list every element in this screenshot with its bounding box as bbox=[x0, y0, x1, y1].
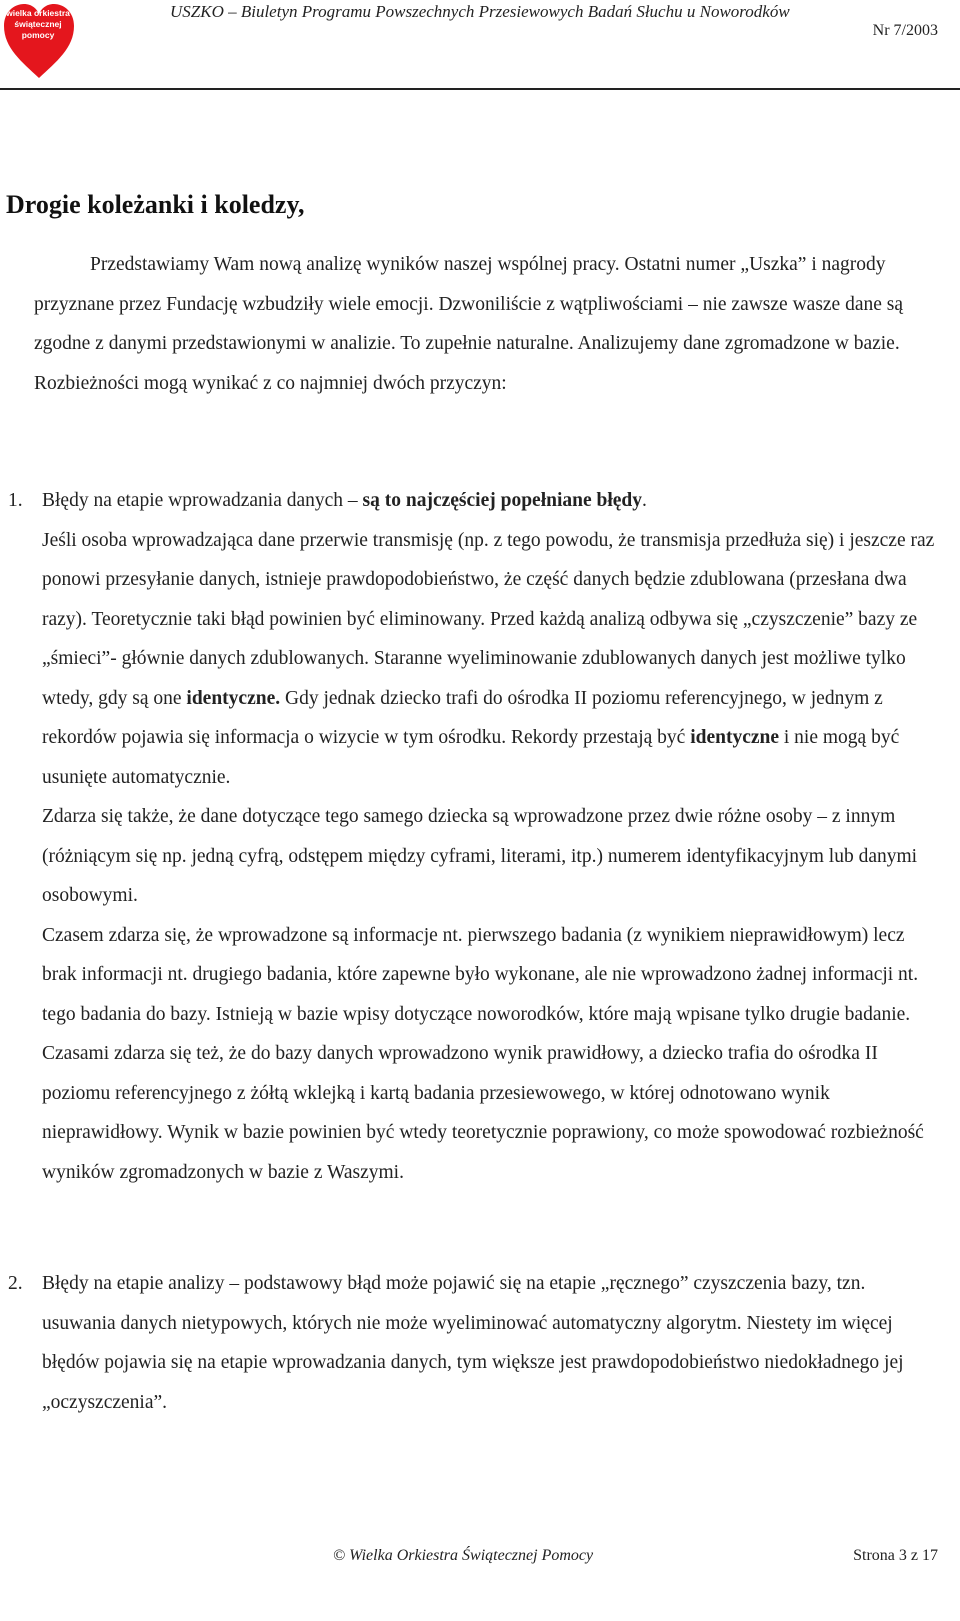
item1-paragraph-3: Czasem zdarza się, że wprowadzone są informacje nt. pierwszego badania (z wynikiem nieprawidłowym) lecz brak informacji nt. drugiego badania, które zapewne było wykonane, ale nie wprowadzono żadnej informacji nt. tego badania do bazy. Istnieją w bazie wpisy dotyczące noworodków, które mają wpisane tylko drugie badanie. bbox=[42, 924, 919, 1025]
item1-paragraph-4: Czasami zdarza się też, że do bazy danych wprowadzono wynik prawidłowy, a dziecko trafia do ośrodka II poziomu referencyjnego z żółtą wklejką i kartą badania przesiewowego, w której odnotowano wynik nieprawidłowy. Wynik w bazie powinien być wtedy teoretycznie poprawiony, co może spowodować rozbieżność wyników zgromadzonych w bazie z Waszymi. bbox=[42, 1043, 924, 1183]
footer-copyright: © Wielka Orkiestra Świątecznej Pomocy bbox=[333, 1547, 594, 1564]
item1-paragraph-1: Jeśli osoba wprowadzająca dane przerwie transmisję (np. z tego powodu, że transmisja przedłuża się) i jeszcze raz ponowi przesyłanie danych, istnieje prawdopodobieństwo, że część danych będzie zdublowana (przesłana dwa razy). Teoretycznie taki błąd powinien być eliminowany. Przed każdą analizą odbywa się „czyszczenie” bazy ze „śmieci”- głównie danych zdublowanych. Staranne wyeliminowanie zdublowanych danych jest możliwe tylko wtedy, gdy są one identyczne. Gdy jednak dziecko trafi do ośrodka II poziomu referencyjnego, w jednym z rekordów pojawia się informacja o wizycie w tym ośrodku. Rekordy przestają być identyczne i nie mogą być usunięte automatycznie. bbox=[42, 529, 935, 788]
list-item-1 bbox=[42, 481, 942, 1192]
header-title: USZKO – Biuletyn Programu Powszechnych Przesiewowych Badań Słuchu u Noworodków bbox=[170, 2, 790, 21]
list-number-2: 2. bbox=[8, 1273, 23, 1294]
item1-lead: Błędy na etapie wprowadzania danych – są to najczęściej popełniane błędy. bbox=[42, 490, 647, 511]
logo-line-2: świątecznej bbox=[14, 19, 62, 29]
bold-identyczne-1: identyczne. bbox=[186, 687, 281, 709]
intro-paragraph: Przedstawiamy Wam nową analizę wyników naszej wspólnej pracy. Ostatni numer „Uszka” i nagrody przyznane przez Fundację wzbudziły wiele emocji. Dzwoniliście z wątpliwościami – nie zawsze wasze dane są zgodne z danymi przedstawionymi w analizie. To zupełnie naturalne. Analizujemy dane zgromadzone w bazie. Rozbieżności mogą wynikać z co najmniej dwóch przyczyn: bbox=[34, 254, 904, 394]
bold-identyczne-2: identyczne bbox=[690, 727, 780, 748]
header-divider bbox=[0, 88, 960, 90]
logo-line-3: pomocy bbox=[21, 30, 55, 40]
wosp-logo bbox=[2, 2, 76, 80]
item1-lead-bold: są to najczęściej popełniane błędy bbox=[362, 490, 643, 511]
logo-text bbox=[2, 8, 74, 41]
logo-line-1: wielka orkiestra bbox=[6, 8, 70, 18]
list-number-1: 1. bbox=[8, 490, 23, 511]
list-item-2: Błędy na etapie analizy – podstawowy błąd może pojawić się na etapie „ręcznego” czyszczenia bazy, tzn. usuwania danych nietypowych, których nie może wyeliminować automatyczny algorytm. Niestety im więcej błędów pojawia się na etapie wprowadzania danych, tym większe jest prawdopodobieństwo niedokładnego jej „oczyszczenia”. bbox=[42, 1273, 904, 1413]
page-number: Strona 3 z 17 bbox=[853, 1547, 938, 1564]
issue-number: Nr 7/2003 bbox=[872, 22, 938, 39]
page-heading: Drogie koleżanki i koledzy, bbox=[6, 190, 305, 219]
item1-paragraph-2: Zdarza się także, że dane dotyczące tego samego dziecka są wprowadzone przez dwie różne osoby – z innym (różniącym się np. jedną cyfrą, odstępem między cyframi, literami, itp.) numerem identyfikacyjnym lub danymi osobowymi. bbox=[42, 806, 918, 906]
